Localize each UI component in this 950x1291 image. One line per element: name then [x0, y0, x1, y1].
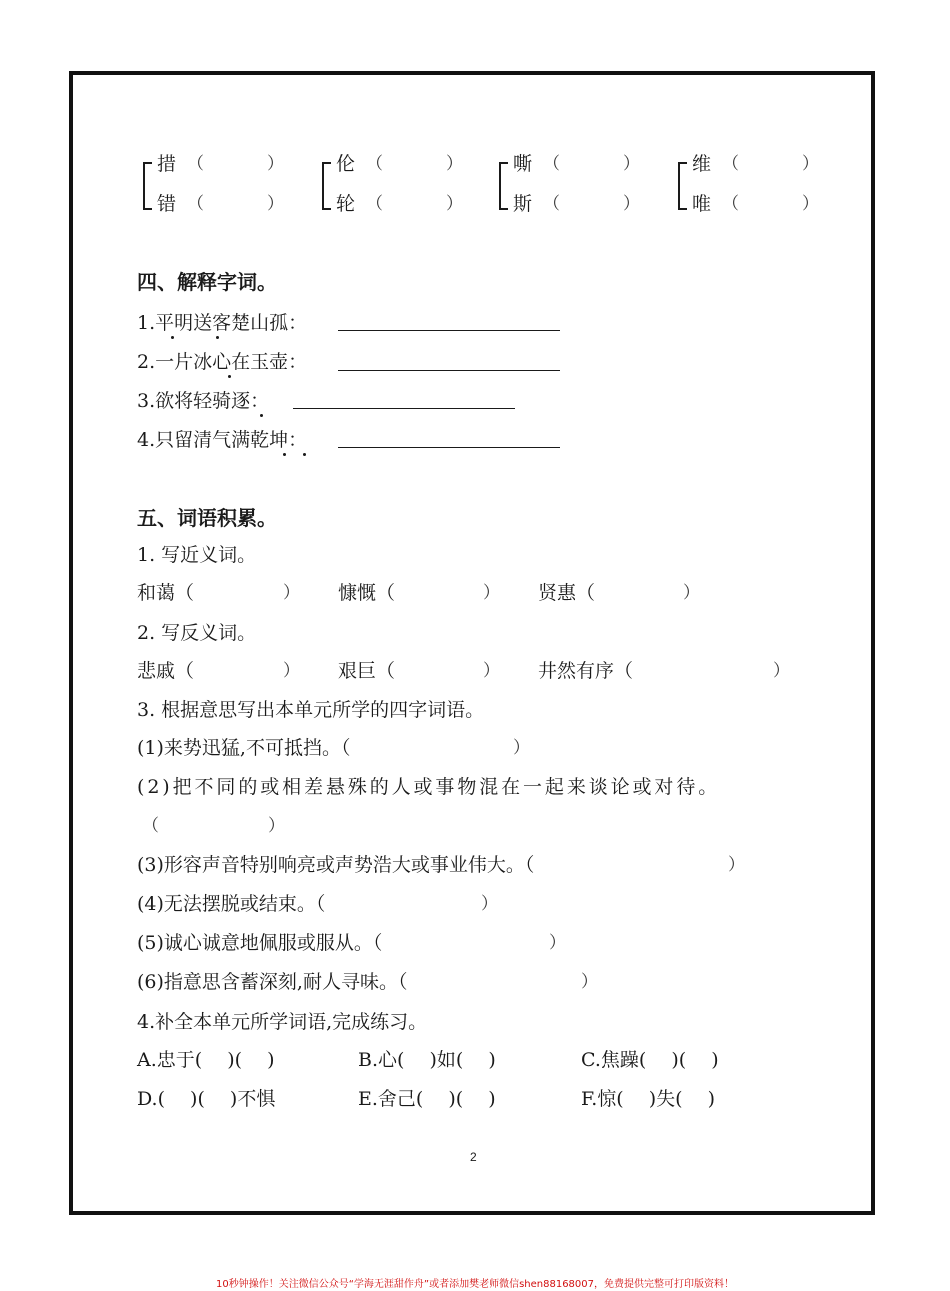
q1-title: 1. 写近义词。 — [137, 544, 257, 566]
q4-item-e: E.舍己( )( ) — [358, 1088, 496, 1110]
paren-close: ） — [483, 661, 500, 681]
paren-close: ） — [267, 194, 284, 214]
char-bottom: 唯 — [692, 193, 712, 215]
char-pair-2 — [322, 152, 502, 220]
section5-title: 五、词语积累。 — [137, 506, 277, 530]
emphasis-dot — [228, 375, 231, 378]
paren-open: （ — [187, 154, 204, 174]
emphasis-dot — [171, 336, 174, 339]
paren-close: ） — [283, 583, 300, 603]
paren-open: （ — [722, 154, 739, 174]
paren-open: （ — [543, 154, 560, 174]
char-top: 维 — [692, 153, 712, 175]
paren-close: ） — [683, 583, 700, 603]
paren-close: ） — [802, 194, 819, 214]
q2-word-2: 艰巨（ — [338, 660, 396, 682]
section4-item-4: 4.只留清气满乾坤： — [137, 429, 308, 451]
char-pair-1 — [143, 152, 323, 220]
bracket — [143, 162, 152, 210]
paren-open: （ — [366, 154, 383, 174]
paren-close: ） — [581, 972, 598, 992]
paren-close: ） — [773, 661, 790, 681]
q1-word-3: 贤惠（ — [538, 582, 596, 604]
paren-open: （ — [187, 194, 204, 214]
q1-word-1: 和蔼（ — [137, 582, 195, 604]
bracket — [499, 162, 508, 210]
paren-open: （ — [543, 194, 560, 214]
emphasis-dot — [216, 336, 219, 339]
q3-item-6: (6)指意思含蓄深刻,耐人寻味。（ — [137, 971, 408, 993]
paren-close: ） — [283, 661, 300, 681]
char-pair-3 — [499, 152, 679, 220]
paren-close: ） — [549, 933, 566, 953]
bracket — [678, 162, 687, 210]
q4-item-d: D.( )( )不惧 — [137, 1088, 276, 1110]
paren-close: ） — [623, 154, 640, 174]
q4-title: 4.补全本单元所学词语,完成练习。 — [137, 1011, 428, 1033]
emphasis-dot — [260, 414, 263, 417]
q2-word-1: 悲戚（ — [137, 660, 195, 682]
char-top: 伦 — [336, 153, 356, 175]
paren-open: （ — [142, 816, 159, 836]
q4-item-f: F.惊( )失( ) — [581, 1088, 715, 1110]
bracket — [322, 162, 331, 210]
answer-line-4[interactable] — [338, 447, 560, 448]
footer-notice: 10秒钟操作！关注微信公众号“学海无涯甜作舟”或者添加樊老师微信shen88168007，免费提供完整可打印版资料！ — [215, 1279, 735, 1290]
paren-close: ） — [802, 154, 819, 174]
q3-item-2: (2)把不同的或相差悬殊的人或事物混在一起来谈论或对待。 — [137, 776, 721, 798]
paren-close: ） — [446, 154, 463, 174]
char-bottom: 斯 — [513, 193, 533, 215]
char-top: 嘶 — [513, 153, 533, 175]
answer-line-3[interactable] — [293, 408, 515, 409]
q1-word-2: 慷慨（ — [338, 582, 396, 604]
answer-line-1[interactable] — [338, 330, 560, 331]
paren-close: ） — [481, 894, 498, 914]
q3-item-1: (1)来势迅猛,不可抵挡。（ — [137, 737, 351, 759]
char-top: 措 — [157, 153, 177, 175]
q3-item-4: (4)无法摆脱或结束。（ — [137, 893, 326, 915]
section4-title: 四、解释字词。 — [137, 270, 277, 294]
section4-item-1: 1.平明送客楚山孤： — [137, 312, 308, 334]
char-bottom: 轮 — [336, 193, 356, 215]
q2-word-3: 井然有序（ — [538, 660, 634, 682]
paren-close: ） — [513, 738, 530, 758]
q2-title: 2. 写反义词。 — [137, 622, 257, 644]
section4-item-3: 3.欲将轻骑逐： — [137, 390, 270, 412]
q3-item-5: (5)诚心诚意地佩服或服从。（ — [137, 932, 383, 954]
q4-item-c: C.焦躁( )( ) — [581, 1049, 719, 1071]
char-bottom: 错 — [157, 193, 177, 215]
paren-close: ） — [446, 194, 463, 214]
paren-open: （ — [722, 194, 739, 214]
paren-close: ） — [728, 855, 745, 875]
emphasis-dot — [303, 453, 306, 456]
answer-line-2[interactable] — [338, 370, 560, 371]
paren-close: ） — [623, 194, 640, 214]
paren-close: ） — [483, 583, 500, 603]
q4-item-a: A.忠于( )( ) — [137, 1049, 275, 1071]
page-number: 2 — [470, 1150, 477, 1164]
q3-item-3: (3)形容声音特别响亮或声势浩大或事业伟大。（ — [137, 854, 535, 876]
paren-close: ） — [268, 816, 285, 836]
section4-item-2: 2.一片冰心在玉壶： — [137, 351, 308, 373]
emphasis-dot — [283, 453, 286, 456]
q3-title: 3. 根据意思写出本单元所学的四字词语。 — [137, 699, 485, 721]
q4-item-b: B.心( )如( ) — [358, 1049, 496, 1071]
paren-close: ） — [267, 154, 284, 174]
paren-open: （ — [366, 194, 383, 214]
char-pair-4 — [678, 152, 858, 220]
